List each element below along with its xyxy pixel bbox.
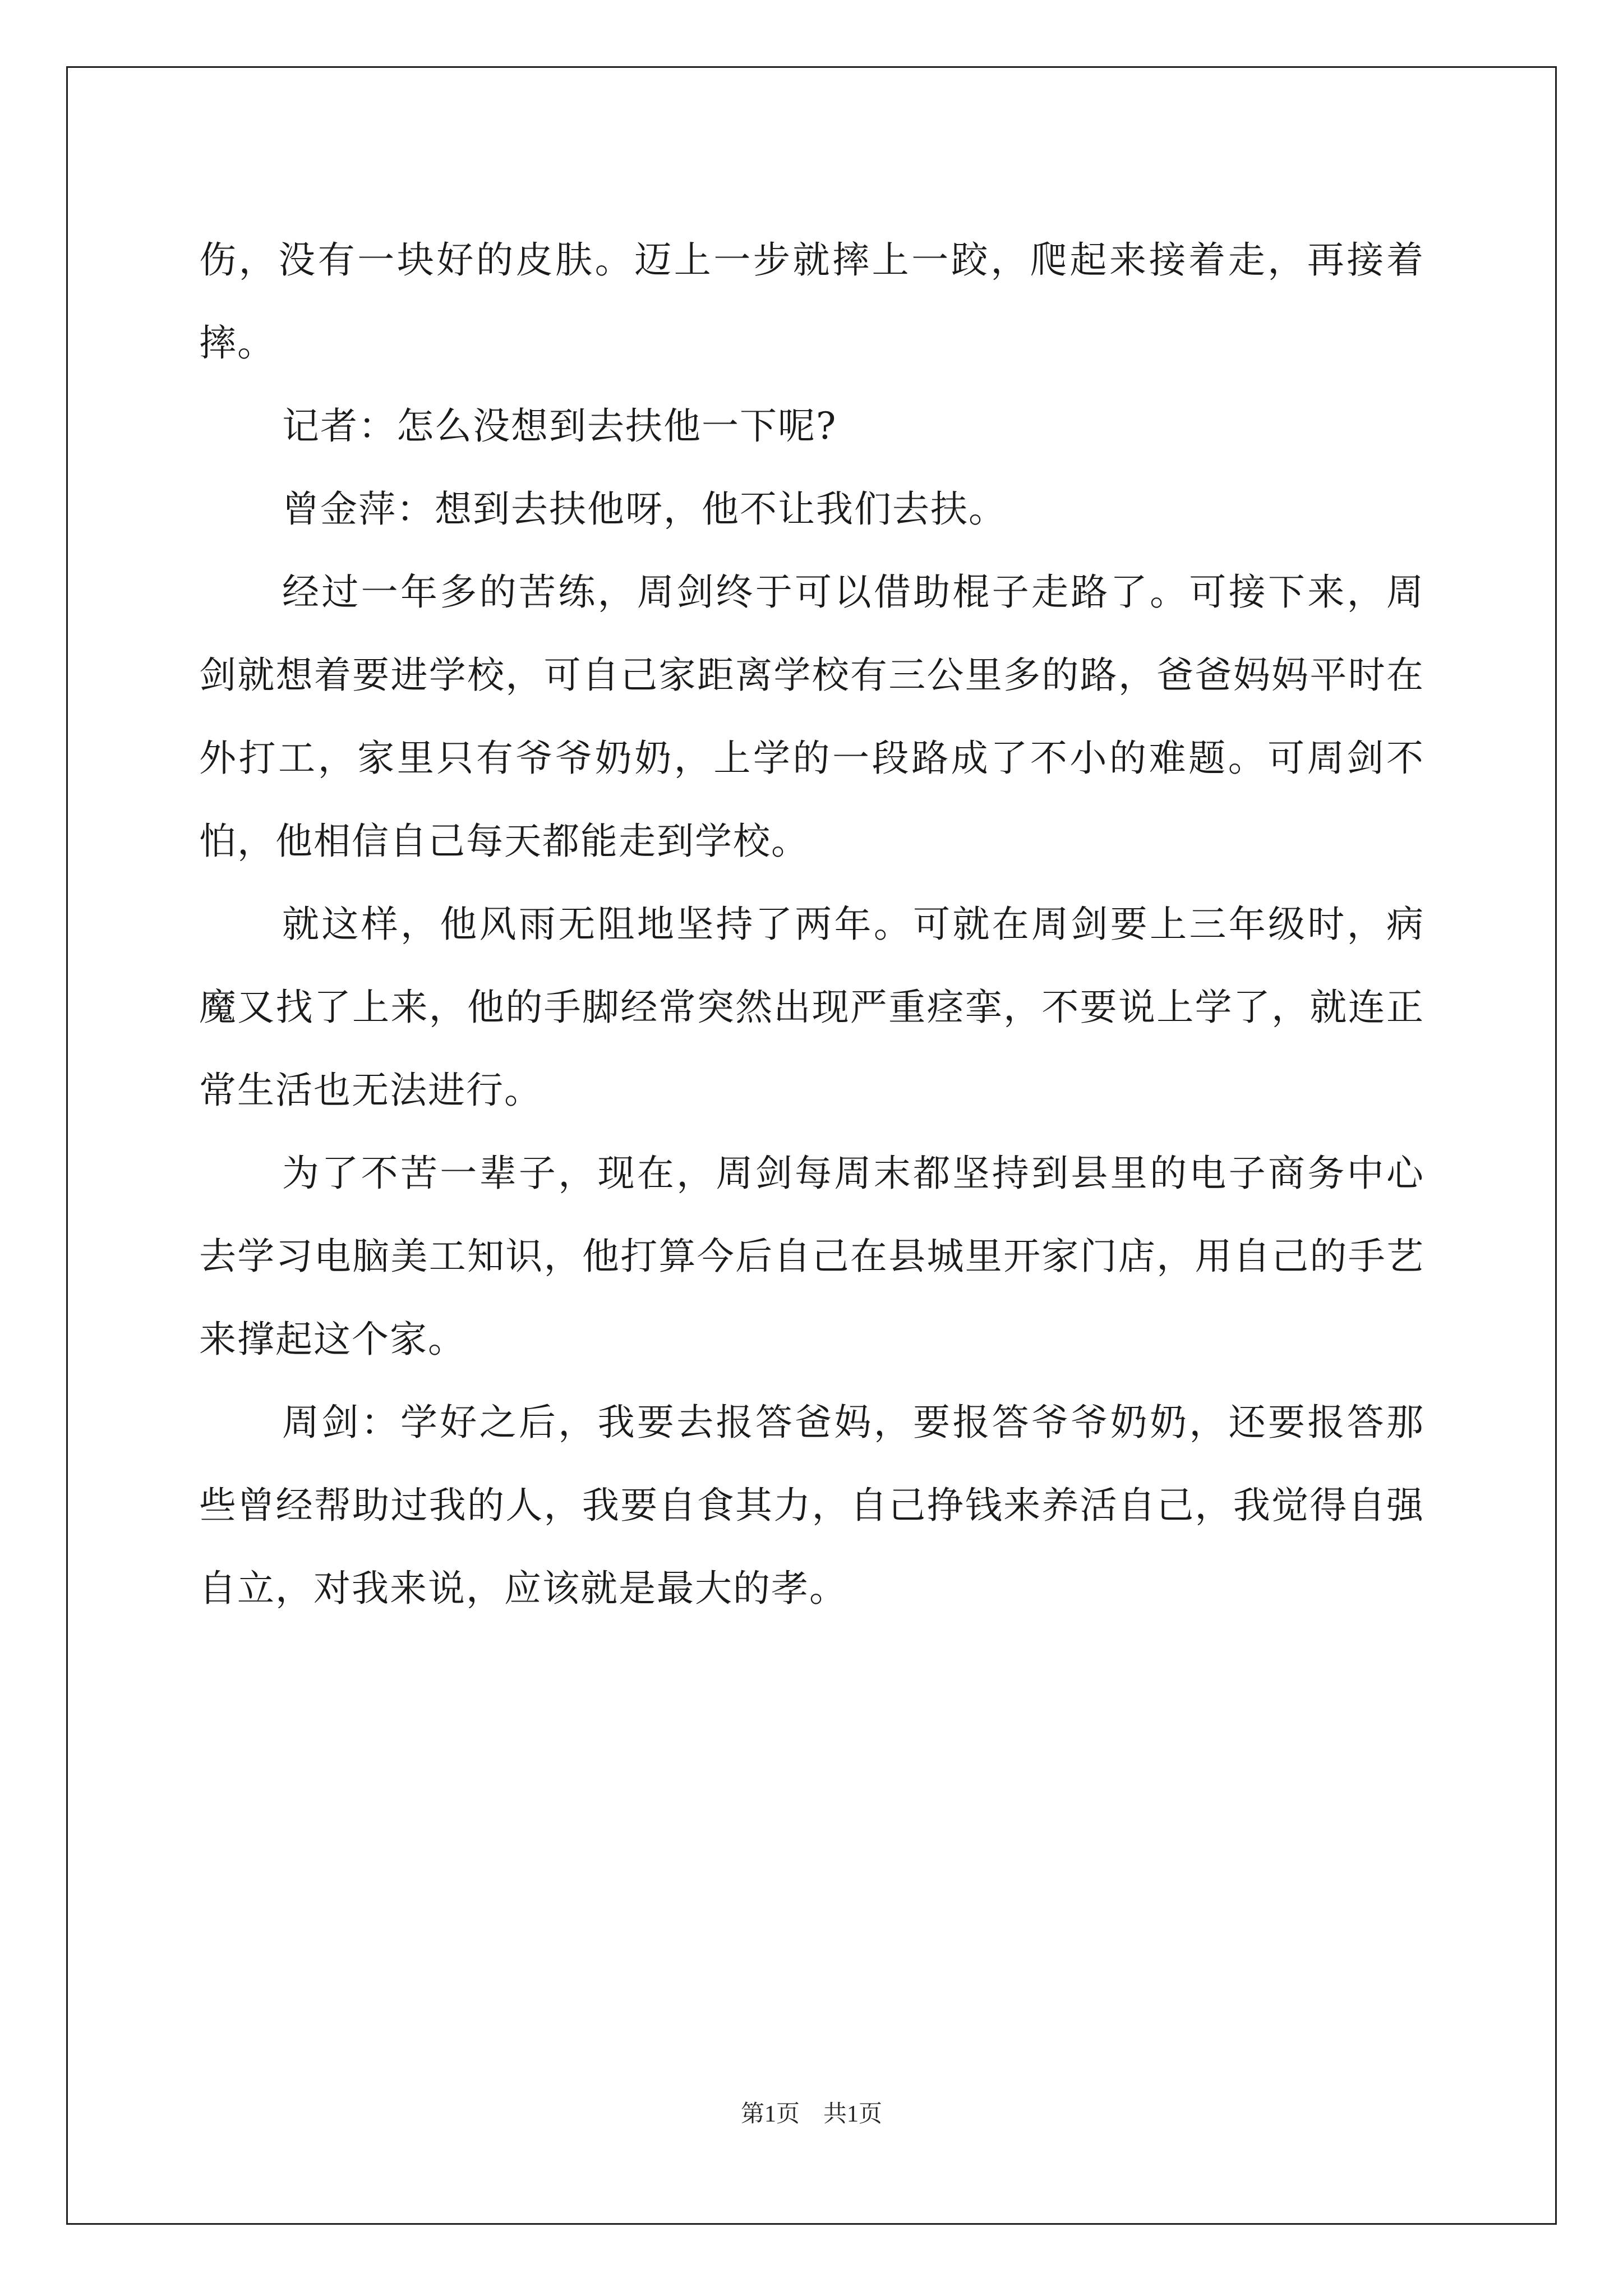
paragraph-2: 记者：怎么没想到去扶他一下呢? — [282, 404, 837, 448]
paragraph-3: 曾金萍：想到去扶他呀，他不让我们去扶。 — [282, 487, 1007, 531]
page-footer — [0, 2095, 1623, 2129]
paragraph-4: 经过一年多的苦练，周剑终于可以借助棍子走路了。可接下来，周剑就想着要进学校，可自己家距离学校有三公里多的路，爸爸妈妈平时在外打工，家里只有爷爷奶奶，上学的一段路成了不小的难题。可周剑不怕，他相信自己每天都能走到学校。 — [199, 570, 1424, 863]
document-body — [199, 219, 1424, 1630]
paragraph-5: 就这样，他风雨无阻地坚持了两年。可就在周剑要上三年级时，病魔又找了上来，他的手脚经常突然出现严重痉挛，不要说上学了，就连正常生活也无法进行。 — [199, 903, 1424, 1112]
paragraph-7: 周剑：学好之后，我要去报答爸妈，要报答爷爷奶奶，还要报答那些曾经帮助过我的人，我要自食其力，自己挣钱来养活自己，我觉得自强自立，对我来说，应该就是最大的孝。 — [199, 1401, 1424, 1610]
page-total: 共1页 — [823, 2101, 883, 2127]
paragraph-1: 伤，没有一块好的皮肤。迈上一步就摔上一跤，爬起来接着走，再接着摔。 — [199, 238, 1424, 365]
page-number: 第1页 — [740, 2101, 800, 2127]
paragraph-6: 为了不苦一辈子，现在，周剑每周末都坚持到县里的电子商务中心去学习电脑美工知识，他打算今后自己在县城里开家门店，用自己的手艺来撑起这个家。 — [199, 1152, 1424, 1361]
